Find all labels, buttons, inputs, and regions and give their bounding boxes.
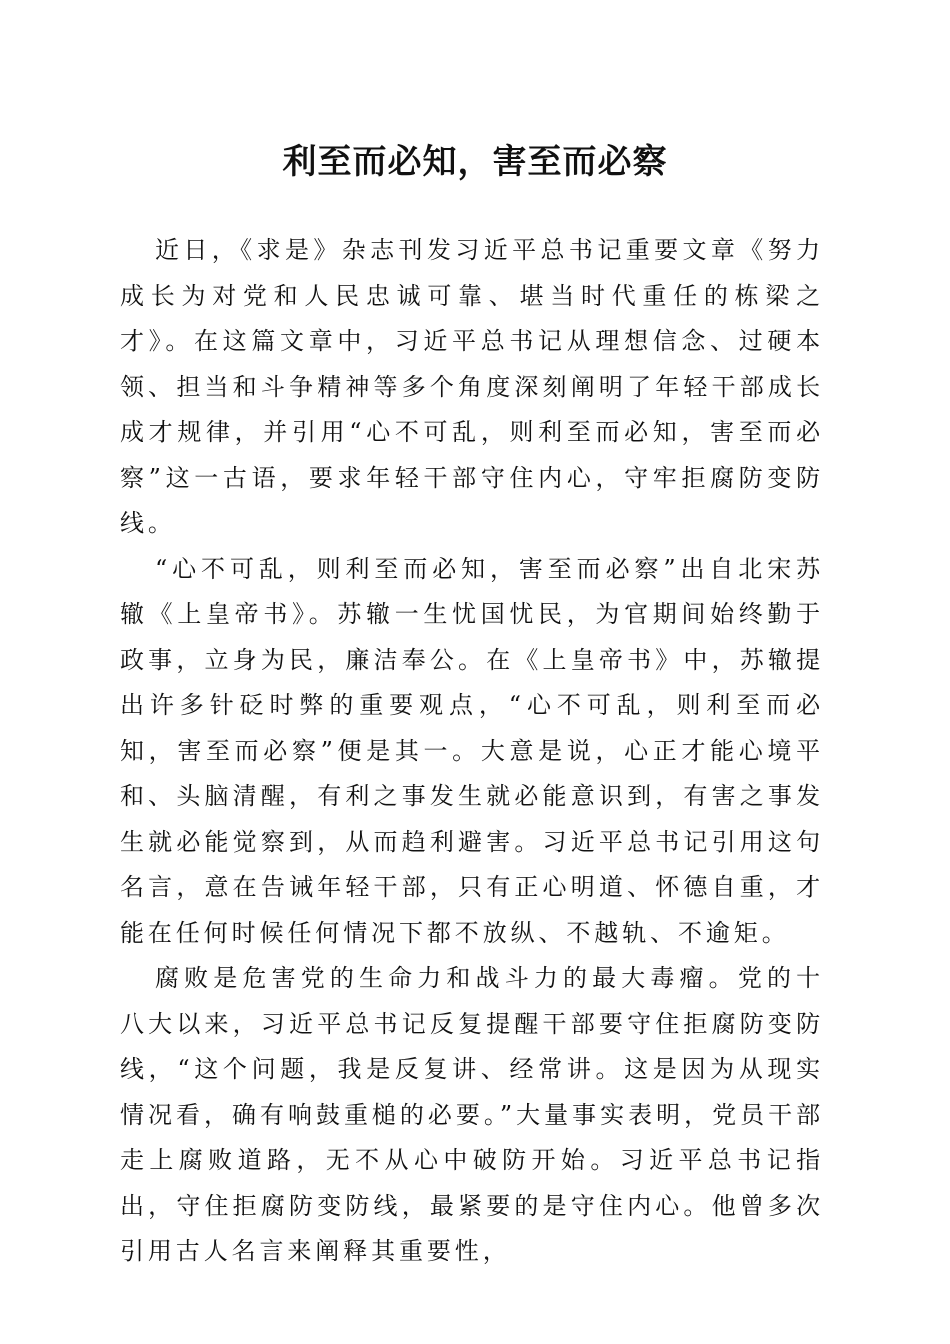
document-body <box>120 228 824 1275</box>
paragraph-2: “心不可乱，则利至而必知，害至而必察”出自北宋苏辙《上皇帝书》。苏辙一生忧国忧民，为官期间始终勤于政事，立身为民，廉洁奉公。在《上皇帝书》中，苏辙提出许多针砭时弊的重要观点，“心不可乱，则利至而必知，害至而必察”便是其一。大意是说，心正才能心境平和、头脑清醒，有利之事发生就必能意识到，有害之事发生就必能觉察到，从而趋利避害。习近平总书记引用这句名言，意在告诫年轻干部，只有正心明道、怀德自重，才能在任何时候任何情况下都不放纵、不越轨、不逾矩。 <box>120 554 824 947</box>
paragraph-1: 近日，《求是》杂志刊发习近平总书记重要文章《努力成长为对党和人民忠诚可靠、堪当时代重任的栋梁之才》。在这篇文章中，习近平总书记从理想信念、过硬本领、担当和斗争精神等多个角度深刻阐明了年轻干部成长成才规律，并引用“心不可乱，则利至而必知，害至而必察”这一古语，要求年轻干部守住内心，守牢拒腐防变防线。 <box>120 236 824 537</box>
paragraph-3: 腐败是危害党的生命力和战斗力的最大毒瘤。党的十八大以来，习近平总书记反复提醒干部要守住拒腐防变防线，“这个问题，我是反复讲、经常讲。这是因为从现实情况看，确有响鼓重槌的必要。”大量事实表明，党员干部走上腐败道路，无不从心中破防开始。习近平总书记指出，守住拒腐防变防线，最紧要的是守住内心。他曾多次引用古人名言来阐释其重要性， <box>120 964 824 1265</box>
document-title: 利至而必知，害至而必察 <box>282 142 668 182</box>
